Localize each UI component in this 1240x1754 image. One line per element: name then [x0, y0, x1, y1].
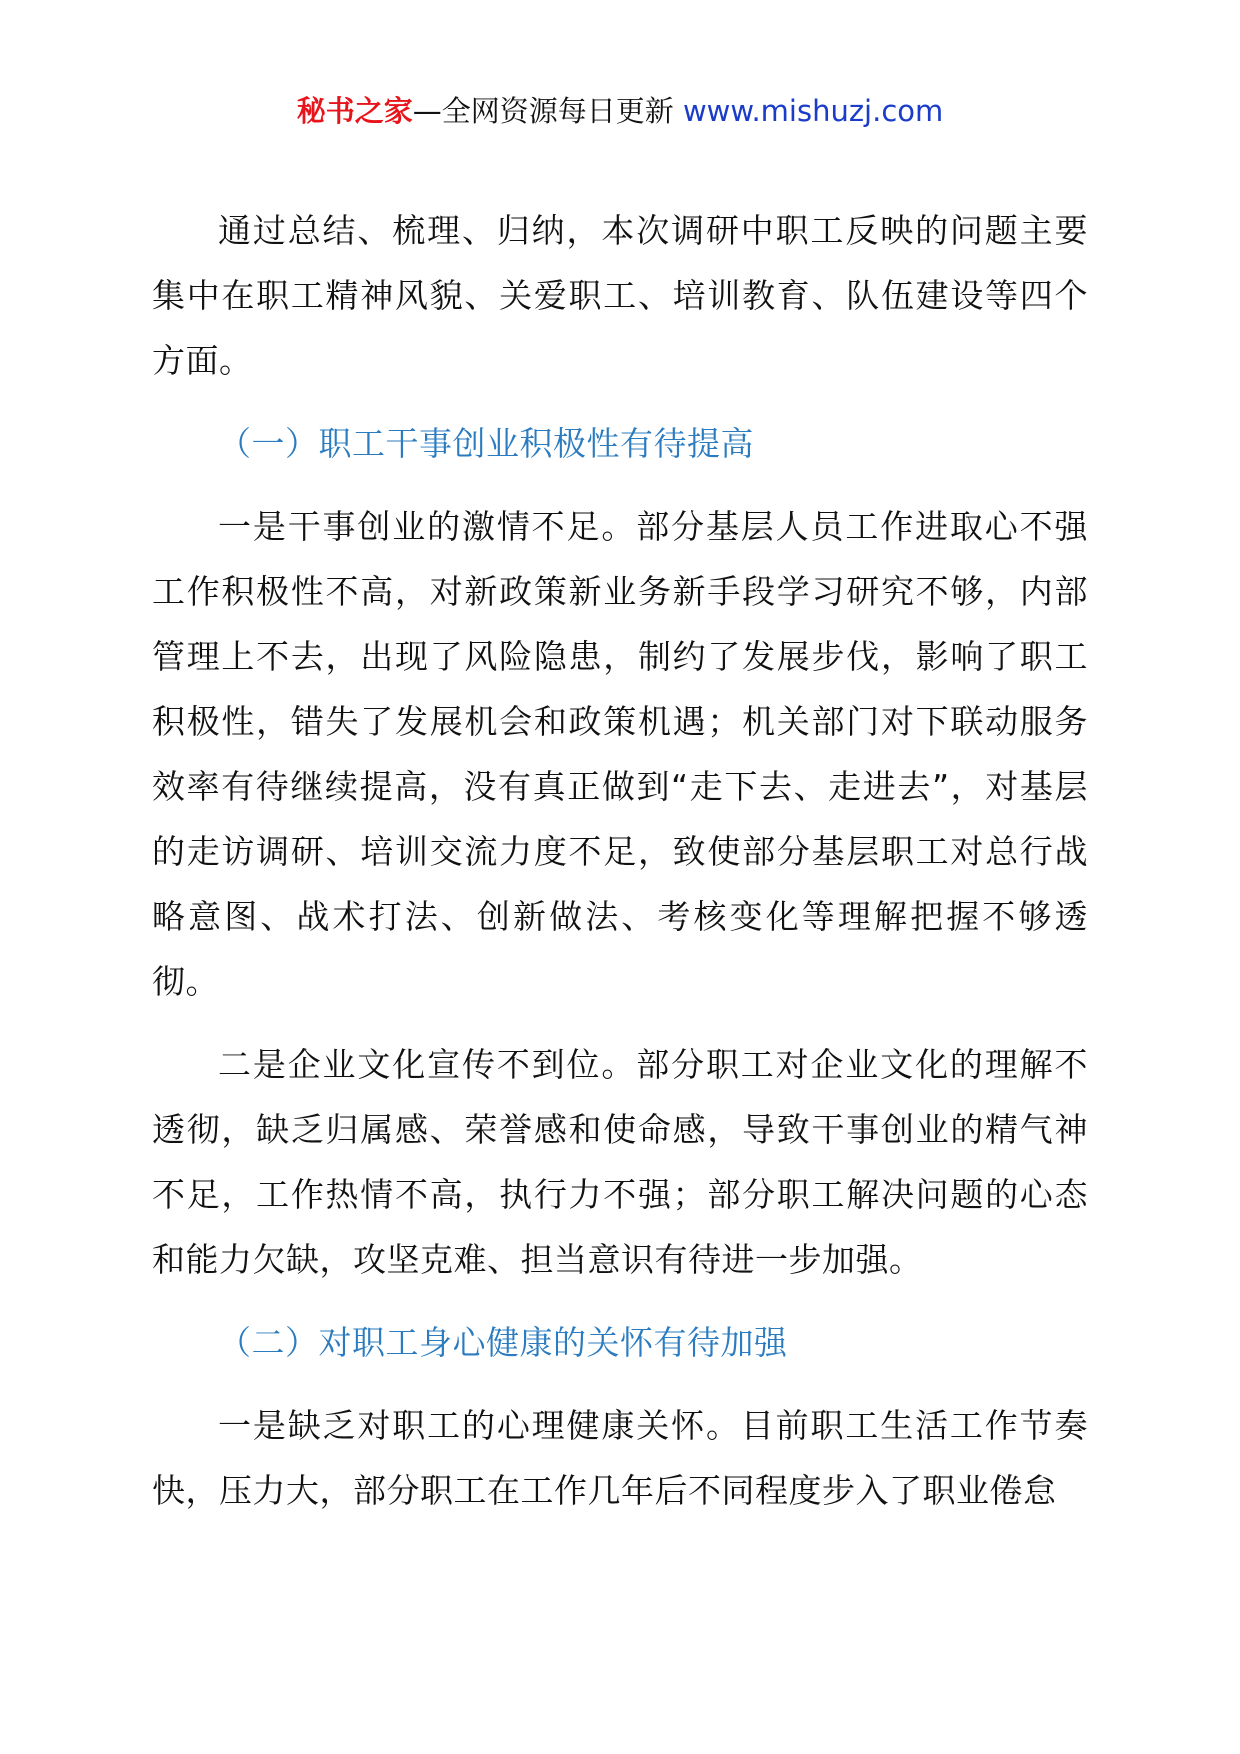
header-url-link[interactable]: www.mishuzj.com: [682, 94, 944, 128]
section1-paragraph-2: 二是企业文化宣传不到位。部分职工对企业文化的理解不透彻，缺乏归属感、荣誉感和使命感，导致干事创业的精气神不足，工作热情不高，执行力不强；部分职工解决问题的心态和能力欠缺，攻坚克难、担当意识有待进一步加强。: [152, 1045, 1088, 1279]
header-brand: 秘书之家: [296, 94, 413, 128]
document-body: [152, 198, 1088, 1523]
section-heading-1: （一）职工干事创业积极性有待提高: [218, 424, 754, 463]
section2-paragraph-1: 一是缺乏对职工的心理健康关怀。目前职工生活工作节奏快，压力大，部分职工在工作几年后不同程度步入了职业倦怠: [152, 1406, 1088, 1510]
section-heading-2: （二）对职工身心健康的关怀有待加强: [218, 1323, 788, 1362]
section1-paragraph-1: 一是干事创业的激情不足。部分基层人员工作进取心不强工作积极性不高，对新政策新业务新手段学习研究不够，内部管理上不去，出现了风险隐患，制约了发展步伐，影响了职工积极性，错失了发展机会和政策机遇；机关部门对下联动服务效率有待继续提高，没有真正做到“走下去、走进去”，对基层的走访调研、培训交流力度不足，致使部分基层职工对总行战略意图、战术打法、创新做法、考核变化等理解把握不够透彻。: [152, 507, 1088, 1001]
page-header: [152, 0, 1088, 136]
header-tagline: —全网资源每日更新: [412, 94, 683, 128]
intro-paragraph: 通过总结、梳理、归纳，本次调研中职工反映的问题主要集中在职工精神风貌、关爱职工、培训教育、队伍建设等四个方面。: [152, 211, 1088, 380]
